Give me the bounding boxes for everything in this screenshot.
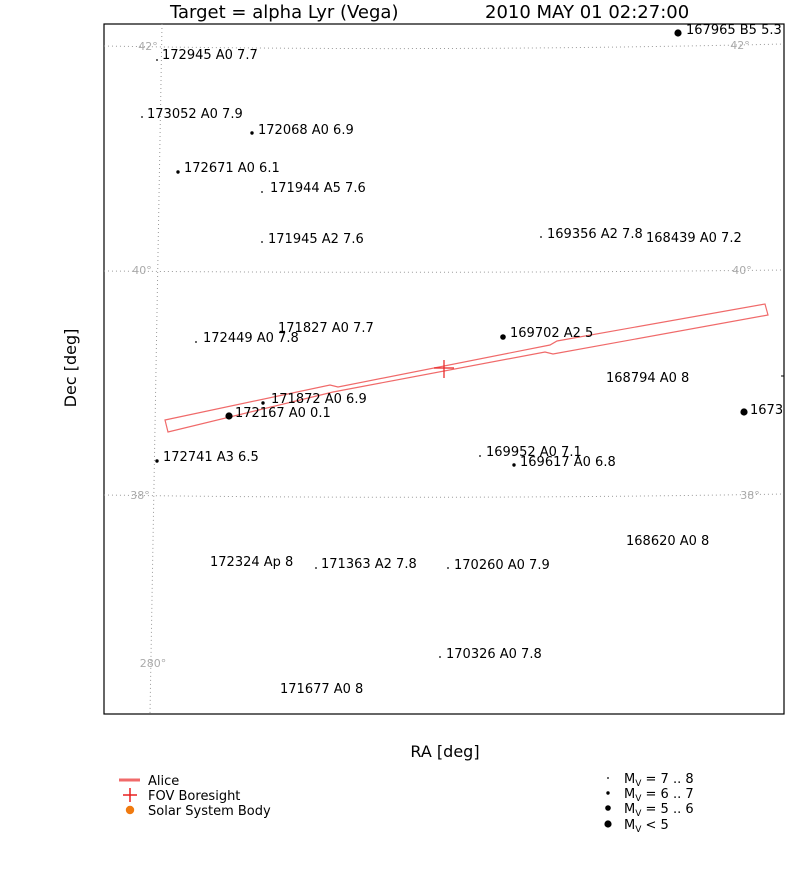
- star-marker: [540, 236, 542, 238]
- x-axis-label: RA [deg]: [410, 742, 480, 761]
- star-label: 167965 B5 5.3: [686, 23, 782, 38]
- star-marker: [195, 341, 197, 343]
- ra-grid-line: [150, 24, 162, 714]
- magnitude-legend-item: [604, 818, 668, 835]
- star-label: 172449 A0 7.8: [203, 331, 299, 346]
- star-marker: [225, 412, 232, 419]
- star-marker: [740, 408, 747, 415]
- legend-left: [119, 774, 271, 819]
- star-label: 171677 A0 8: [280, 682, 364, 697]
- star-label: 171872 A0 6.9: [271, 392, 367, 407]
- star-label: 171363 A2 7.8: [321, 557, 417, 572]
- dec-grid-line: [104, 270, 784, 272]
- star-marker: [250, 131, 253, 134]
- magnitude-label: $M_V < 5$: [624, 818, 669, 835]
- dec-grid-label: 38°: [130, 489, 150, 502]
- star-marker: [261, 241, 263, 243]
- star-label: 170326 A0 7.8: [446, 647, 542, 662]
- magnitude-swatch: [605, 805, 611, 811]
- dec-grid-label: 40°: [732, 264, 752, 277]
- legend-cross-swatch: [123, 788, 137, 802]
- star-marker: [141, 116, 143, 118]
- magnitude-label: $M_V = 7$ .. 8: [624, 772, 694, 789]
- magnitude-legend-item: [605, 802, 693, 819]
- dec-grid-line: [104, 494, 784, 497]
- star-label: 172671 A0 6.1: [184, 161, 280, 176]
- chart-timestamp: 2010 MAY 01 02:27:00: [485, 2, 690, 23]
- star-label: 172324 Ap 8: [210, 555, 294, 570]
- star-marker: [447, 567, 449, 569]
- y-axis-label: Dec [deg]: [61, 328, 80, 408]
- legend-magnitudes: [604, 772, 693, 835]
- magnitude-label: $M_V = 6$ .. 7: [624, 787, 694, 804]
- legend-dot-swatch: [126, 806, 134, 814]
- dec-grid-label: 42°: [730, 39, 750, 52]
- chart-title: Target = alpha Lyr (Vega): [170, 2, 399, 23]
- star-label: 169952 A0 7.1: [486, 445, 582, 460]
- legend-item: [126, 804, 271, 819]
- star-label: 172741 A3 6.5: [163, 450, 259, 465]
- dec-grid-label: 38°: [740, 489, 760, 502]
- star-label: 171827 A0 7.7: [278, 321, 374, 336]
- fov-boresight-marker: [434, 360, 454, 378]
- star-label: 170260 A0 7.9: [454, 558, 550, 573]
- star-marker: [315, 567, 317, 569]
- star-label: 172167 A0 0.1: [235, 406, 331, 421]
- star-marker: [500, 334, 506, 340]
- star-marker: [479, 455, 481, 457]
- star-label: 173052 A0 7.9: [147, 107, 243, 122]
- dec-grid-label: 40°: [132, 264, 152, 277]
- magnitude-swatch: [607, 777, 609, 779]
- star-label: 169617 A0 6.8: [520, 455, 616, 470]
- star-label: 172945 A0 7.7: [162, 48, 258, 63]
- star-label: 1673: [750, 403, 784, 418]
- star-label: 171945 A2 7.6: [268, 232, 364, 247]
- star-label: 171944 A5 7.6: [270, 181, 366, 196]
- star-marker: [155, 459, 158, 462]
- star-label: 169356 A2 7.8: [547, 227, 643, 242]
- ra-grid-label: 280°: [139, 657, 167, 670]
- legend-item: [119, 774, 179, 789]
- magnitude-swatch: [606, 791, 609, 794]
- star-marker: [512, 463, 515, 466]
- legend-item: [123, 788, 240, 804]
- star-marker: [261, 191, 263, 193]
- star-catalog-layer: [141, 23, 784, 697]
- star-label: 168439 A0 7.2: [646, 231, 742, 246]
- legend-label: Solar System Body: [148, 804, 271, 819]
- star-label: 168620 A0 8: [626, 534, 710, 549]
- star-marker: [176, 170, 179, 173]
- dec-grid-label: 42°: [138, 40, 158, 53]
- star-marker: [261, 401, 264, 404]
- star-marker: [439, 656, 441, 658]
- magnitude-label: $M_V = 5$ .. 6: [624, 802, 694, 819]
- star-label: 169702 A2 5: [510, 326, 594, 341]
- star-marker: [674, 29, 681, 36]
- legend-label: FOV Boresight: [148, 789, 241, 804]
- star-label: 172068 A0 6.9: [258, 123, 354, 138]
- star-label: 168794 A0 8: [606, 371, 690, 386]
- star-marker: [156, 59, 158, 61]
- legend-label: Alice: [148, 774, 180, 789]
- magnitude-swatch: [604, 820, 611, 827]
